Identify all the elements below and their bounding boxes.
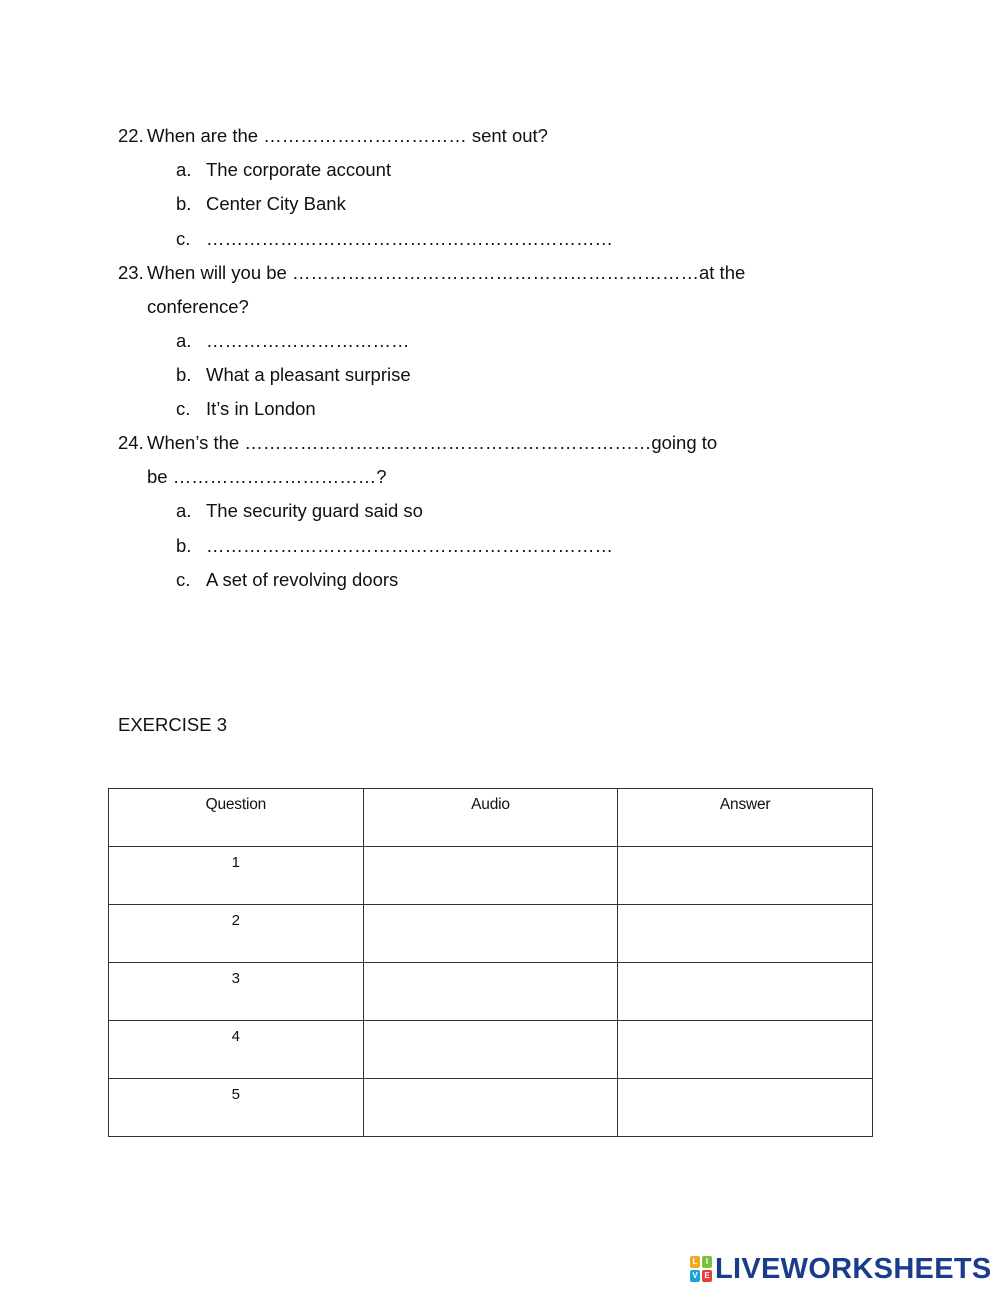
table-row <box>109 847 873 905</box>
option-letter: c. <box>176 569 191 590</box>
question-number: 24. <box>118 432 144 453</box>
option-text: The corporate account <box>206 159 392 180</box>
option-letter: c. <box>176 398 191 419</box>
table-cell-audio[interactable] <box>363 905 618 963</box>
question-text: conference? <box>147 296 249 317</box>
table-cell-question: 4 <box>109 1021 364 1079</box>
option-text: Center City Bank <box>206 193 346 214</box>
table-row <box>109 1079 873 1137</box>
option-blank: …………………………… <box>206 330 410 351</box>
logo-tile-l: L <box>690 1256 700 1268</box>
logo-tile-v: V <box>690 1270 700 1282</box>
table-cell-audio[interactable] <box>363 1021 618 1079</box>
option-letter: b. <box>176 364 192 385</box>
table-header-row <box>109 789 873 847</box>
table-cell-answer[interactable] <box>618 963 873 1021</box>
table-cell-answer[interactable] <box>618 847 873 905</box>
table-row <box>109 905 873 963</box>
liveworksheets-logo-icon <box>690 1256 712 1282</box>
table-header-question: Question <box>109 789 364 847</box>
option-letter: c. <box>176 228 191 249</box>
option-letter: b. <box>176 193 192 214</box>
liveworksheets-logo <box>690 1254 992 1284</box>
table-header-answer: Answer <box>618 789 873 847</box>
option-letter: a. <box>176 500 192 521</box>
option-letter: b. <box>176 535 192 556</box>
option-blank: ………………………………………………………… <box>206 228 613 249</box>
table-cell-answer[interactable] <box>618 1079 873 1137</box>
brand-name: LIVEWORKSHEETS <box>715 1253 992 1285</box>
question-text: When are the …………………………… sent out? <box>147 125 548 146</box>
table-cell-audio[interactable] <box>363 1079 618 1137</box>
table-cell-answer[interactable] <box>618 905 873 963</box>
table-cell-question: 3 <box>109 963 364 1021</box>
table-cell-audio[interactable] <box>363 847 618 905</box>
exercise-title: EXERCISE 3 <box>118 714 227 735</box>
option-text: The security guard said so <box>206 500 423 521</box>
question-number: 22. <box>118 125 144 146</box>
question-number: 23. <box>118 262 144 283</box>
option-letter: a. <box>176 159 192 180</box>
table-cell-audio[interactable] <box>363 963 618 1021</box>
table-row <box>109 963 873 1021</box>
logo-tile-e: E <box>702 1270 712 1282</box>
table-cell-question: 1 <box>109 847 364 905</box>
option-letter: a. <box>176 330 192 351</box>
table-header-audio: Audio <box>363 789 618 847</box>
question-text: be ……………………………? <box>147 466 387 487</box>
answer-table <box>108 788 873 1137</box>
table-cell-question: 5 <box>109 1079 364 1137</box>
logo-tile-i: I <box>702 1256 712 1268</box>
table-cell-question: 2 <box>109 905 364 963</box>
question-text: When’s the …………………………………………………………going to <box>147 432 718 453</box>
option-text: A set of revolving doors <box>206 569 399 590</box>
option-blank: ………………………………………………………… <box>206 535 613 556</box>
table-row <box>109 1021 873 1079</box>
question-text: When will you be …………………………………………………………at the <box>147 262 746 283</box>
option-text: What a pleasant surprise <box>206 364 411 385</box>
option-text: It’s in London <box>206 398 316 419</box>
table-cell-answer[interactable] <box>618 1021 873 1079</box>
